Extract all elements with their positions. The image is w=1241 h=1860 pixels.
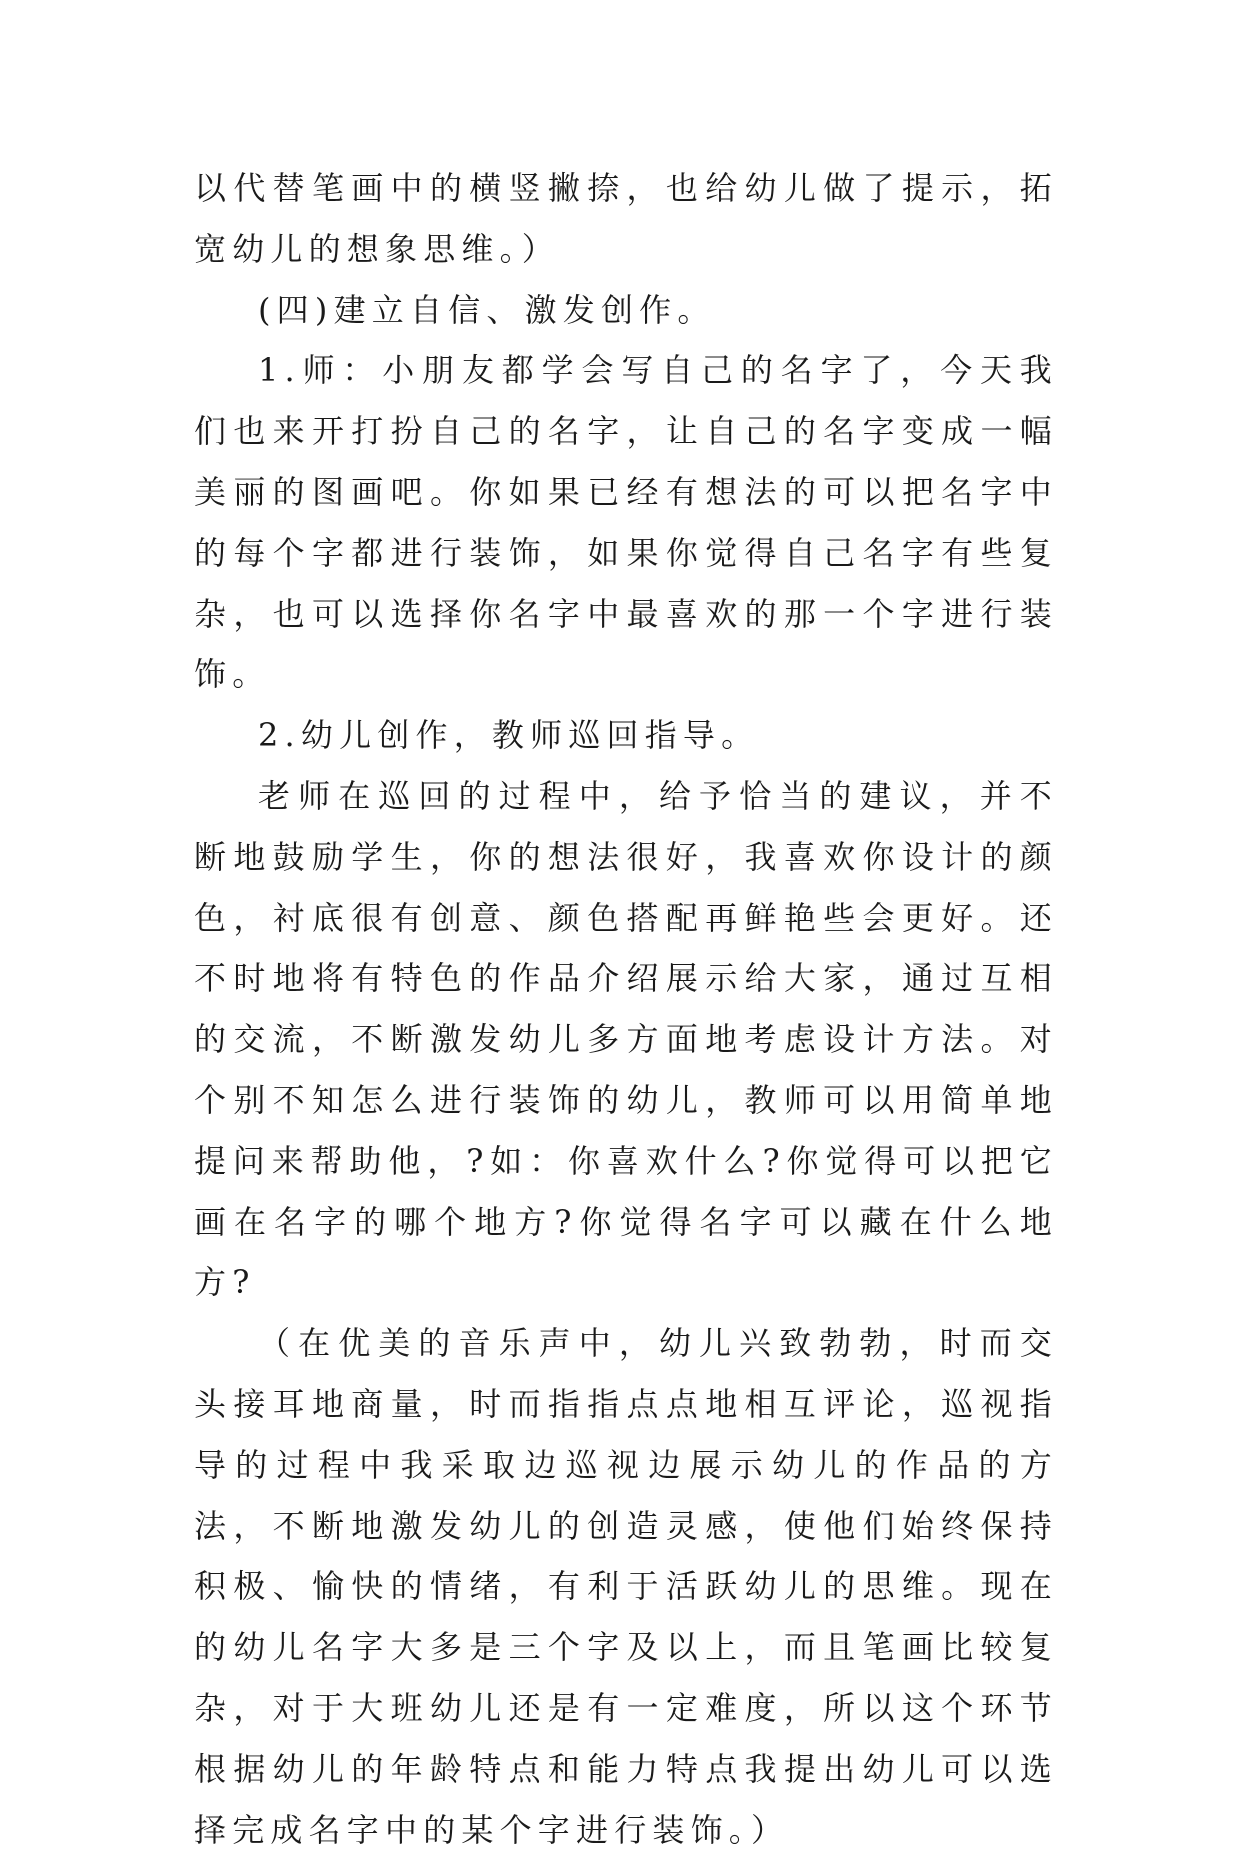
paragraph-continuation: 以代替笔画中的横竖撇捺，也给幼儿做了提示，拓宽幼儿的想象思维。） (194, 169, 1058, 268)
section-heading-4: (四)建立自信、激发创作。 (258, 290, 716, 329)
paragraph-reflection-note: （在优美的音乐声中，幼儿兴致勃勃，时而交头接耳地商量，时而指指点点地相互评论，巡视指导的过程中我采取边巡视边展示幼儿的作品的方法，不断地激发幼儿的创造灵感，使他们始终保持积极、愉快的情绪，有利于活跃幼儿的思维。现在的幼儿名字大多是三个字及以上，而且笔画比较复杂，对于大班幼儿还是有一定难度，所以这个环节根据幼儿的年龄特点和能力特点我提出幼儿可以选择完成名字中的某个字进行装饰。） (194, 1324, 1058, 1849)
paragraph-teacher-guidance: 老师在巡回的过程中，给予恰当的建议，并不断地鼓励学生，你的想法很好，我喜欢你设计的颜色，衬底很有创意、颜色搭配再鲜艳些会更好。还不时地将有特色的作品介绍展示给大家，通过互相的交流，不断激发幼儿多方面地考虑设计方法。对个别不知怎么进行装饰的幼儿，教师可以用简单地提问来帮助他，?如：你喜欢什么?你觉得可以把它画在名字的哪个地方?你觉得名字可以藏在什么地方? (194, 776, 1058, 1302)
body-text (194, 158, 1058, 1860)
paragraph-step-2: 2.幼儿创作，教师巡回指导。 (258, 716, 760, 755)
paragraph-step-1: 1.师：小朋友都学会写自己的名字了，今天我们也来开打扮自己的名字，让自己的名字变成一幅美丽的图画吧。你如果已经有想法的可以把名字中的每个字都进行装饰，如果你觉得自己名字有些复杂，也可以选择你名字中最喜欢的那一个字进行装饰。 (194, 351, 1058, 694)
